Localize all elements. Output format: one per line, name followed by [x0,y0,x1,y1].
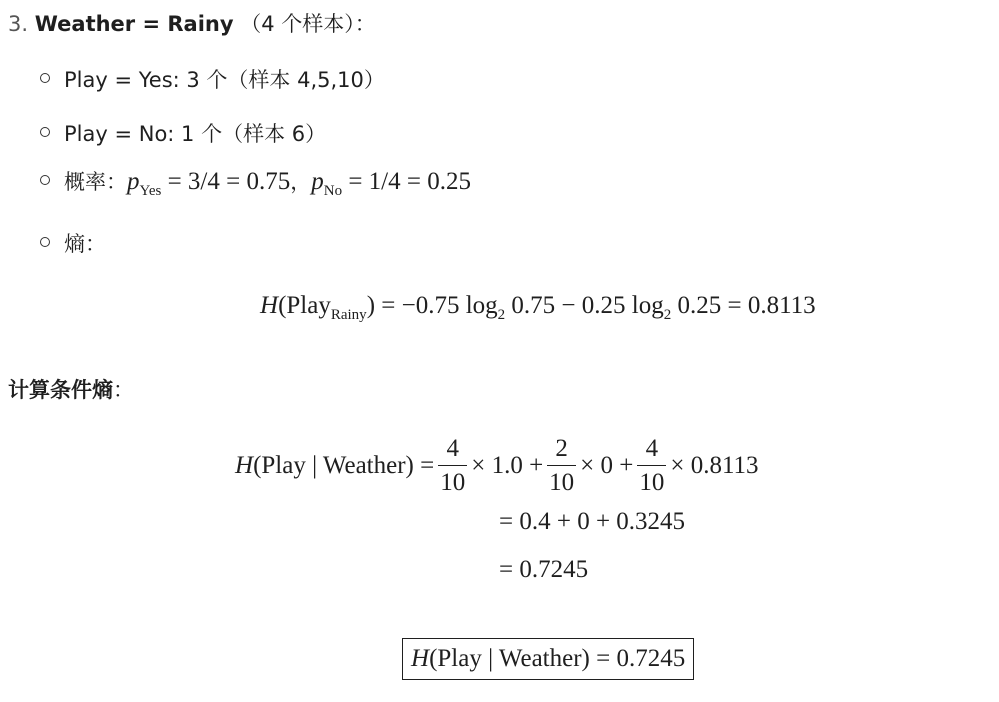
item-suffix: （4 个样本）： [240,12,376,36]
entropy-formula: H(Play$_{Rainy}$) = −0.75 $\log_2 0.75 - 0.25$ $\log_2 0.25 = 0.8113$ [260,292,816,323]
list-number: 3. [8,12,29,36]
conditional-entropy-line-2: = 0.4 + 0 + 0.3245 [499,508,686,535]
section-heading: 计算条件熵： [8,378,134,402]
bullet-text: Play = No: 1 个（样本 6） [64,122,327,146]
fraction: $\frac{4}{10}$ [440,435,466,496]
circle-bullet-icon [40,175,50,185]
conditional-entropy-line-3: = 0.7245 [499,556,589,583]
circle-bullet-icon [40,73,50,83]
probability-formula: $p_{Yes} = 3/4 = 0.75$，$p_{No} = 1/4 = 0.25$ [127,168,471,199]
fraction: $\frac{4}{10}$ [639,435,665,496]
probability-label: 概率： [64,170,127,194]
circle-bullet-icon [40,237,50,247]
bullet-play-no [40,118,326,148]
item-title: Weather = Rainy [34,12,234,36]
heading-bold-text: 计算条件熵 [8,378,113,402]
bullet-text: Play = Yes: 3 个（样本 4,5,10） [64,68,385,92]
conditional-entropy-line-1: H (Play | Weather) = $\frac{4}{10}$ × 1.0 + $\frac{2}{10}$ × 0 + $\frac{4}{10}$ × 0.8113 [235,435,759,496]
circle-bullet-icon [40,127,50,137]
bullet-text: 熵： [64,232,106,256]
bullet-entropy [40,228,106,258]
final-result-box: H(Play | Weather) = 0.7245 [402,638,694,680]
list-item-3-heading [8,8,376,38]
bullet-play-yes [40,64,385,94]
fraction: $\frac{2}{10}$ [549,435,575,496]
bullet-probability [40,166,471,200]
